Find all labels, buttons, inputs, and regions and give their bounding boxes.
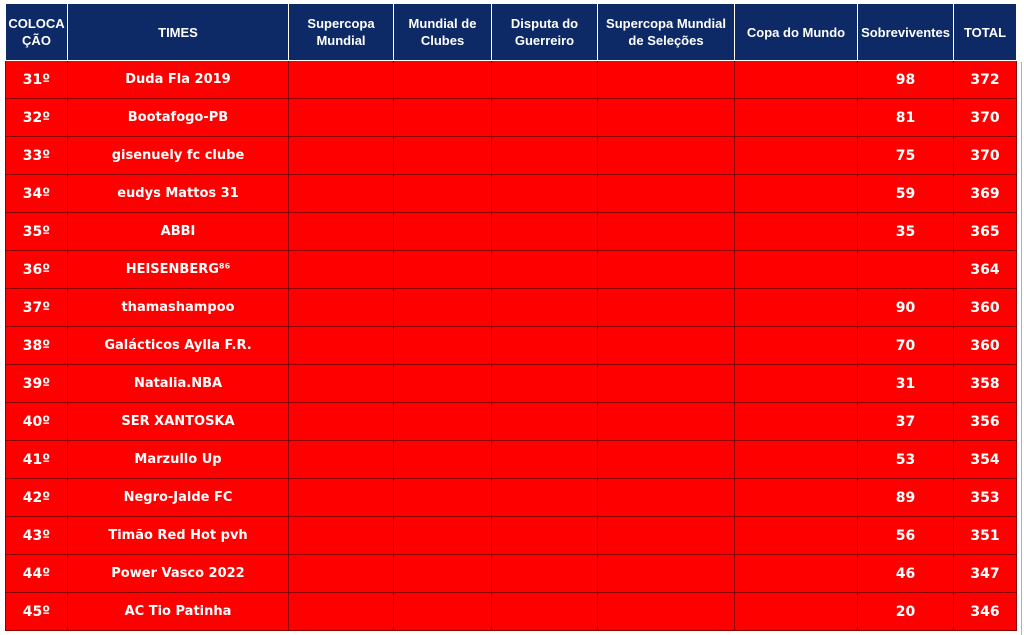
copa-do-mundo-cell	[735, 137, 858, 175]
team-name-cell: AC Tio Patinha	[68, 593, 289, 631]
supercopa-mundial-selecoes-cell	[598, 213, 735, 251]
total-cell: 354	[954, 441, 1017, 479]
team-name-cell: Marzullo Up	[68, 441, 289, 479]
header-copa-do-mundo: Copa do Mundo	[735, 4, 858, 61]
team-name-cell: ABBI	[68, 213, 289, 251]
sobreviventes-cell: 46	[858, 555, 954, 593]
total-cell: 365	[954, 213, 1017, 251]
team-name-cell: Power Vasco 2022	[68, 555, 289, 593]
supercopa-mundial-cell	[289, 61, 394, 99]
disputa-do-guerreiro-cell	[492, 289, 598, 327]
header-total: TOTAL	[954, 4, 1017, 61]
sobreviventes-cell: 98	[858, 61, 954, 99]
position-cell: 35º	[6, 213, 68, 251]
supercopa-mundial-cell	[289, 441, 394, 479]
copa-do-mundo-cell	[735, 593, 858, 631]
header-supercopa-mundial-selecoes: Supercopa Mundial de Seleções	[598, 4, 735, 61]
disputa-do-guerreiro-cell	[492, 99, 598, 137]
supercopa-mundial-selecoes-cell	[598, 403, 735, 441]
sobreviventes-cell: 53	[858, 441, 954, 479]
team-name-cell: Duda Fla 2019	[68, 61, 289, 99]
position-cell: 45º	[6, 593, 68, 631]
table-row	[6, 517, 1017, 555]
copa-do-mundo-cell	[735, 251, 858, 289]
copa-do-mundo-cell	[735, 175, 858, 213]
supercopa-mundial-cell	[289, 99, 394, 137]
table-row	[6, 61, 1017, 99]
header-position: COLOCA ÇÃO	[6, 4, 68, 61]
sobreviventes-cell: 56	[858, 517, 954, 555]
mundial-de-clubes-cell	[394, 403, 492, 441]
supercopa-mundial-cell	[289, 251, 394, 289]
position-cell: 36º	[6, 251, 68, 289]
mundial-de-clubes-cell	[394, 251, 492, 289]
position-cell: 31º	[6, 61, 68, 99]
team-name-cell: Galácticos Aylla F.R.	[68, 327, 289, 365]
position-cell: 39º	[6, 365, 68, 403]
table-row	[6, 593, 1017, 631]
disputa-do-guerreiro-cell	[492, 213, 598, 251]
position-cell: 33º	[6, 137, 68, 175]
total-cell: 360	[954, 289, 1017, 327]
mundial-de-clubes-cell	[394, 365, 492, 403]
team-name-cell: SER XANTOSKA	[68, 403, 289, 441]
copa-do-mundo-cell	[735, 517, 858, 555]
copa-do-mundo-cell	[735, 555, 858, 593]
table-row	[6, 441, 1017, 479]
disputa-do-guerreiro-cell	[492, 251, 598, 289]
sobreviventes-cell: 89	[858, 479, 954, 517]
disputa-do-guerreiro-cell	[492, 327, 598, 365]
sobreviventes-cell: 75	[858, 137, 954, 175]
position-cell: 32º	[6, 99, 68, 137]
supercopa-mundial-cell	[289, 479, 394, 517]
copa-do-mundo-cell	[735, 99, 858, 137]
position-cell: 42º	[6, 479, 68, 517]
total-cell: 370	[954, 137, 1017, 175]
mundial-de-clubes-cell	[394, 327, 492, 365]
sobreviventes-cell: 20	[858, 593, 954, 631]
table-row	[6, 175, 1017, 213]
supercopa-mundial-cell	[289, 365, 394, 403]
supercopa-mundial-cell	[289, 213, 394, 251]
disputa-do-guerreiro-cell	[492, 137, 598, 175]
mundial-de-clubes-cell	[394, 99, 492, 137]
disputa-do-guerreiro-cell	[492, 365, 598, 403]
table-row	[6, 251, 1017, 289]
header-mundial-de-clubes: Mundial de Clubes	[394, 4, 492, 61]
supercopa-mundial-cell	[289, 175, 394, 213]
supercopa-mundial-selecoes-cell	[598, 61, 735, 99]
disputa-do-guerreiro-cell	[492, 593, 598, 631]
copa-do-mundo-cell	[735, 327, 858, 365]
copa-do-mundo-cell	[735, 289, 858, 327]
sobreviventes-cell: 70	[858, 327, 954, 365]
supercopa-mundial-cell	[289, 593, 394, 631]
position-cell: 41º	[6, 441, 68, 479]
team-name-cell: HEISENBERG⁸⁶	[68, 251, 289, 289]
sobreviventes-cell	[858, 251, 954, 289]
mundial-de-clubes-cell	[394, 137, 492, 175]
supercopa-mundial-cell	[289, 137, 394, 175]
team-name-cell: Timão Red Hot pvh	[68, 517, 289, 555]
header-supercopa-mundial: Supercopa Mundial	[289, 4, 394, 61]
total-cell: 370	[954, 99, 1017, 137]
copa-do-mundo-cell	[735, 365, 858, 403]
team-name-cell: Negro-Jalde FC	[68, 479, 289, 517]
supercopa-mundial-cell	[289, 403, 394, 441]
position-cell: 34º	[6, 175, 68, 213]
supercopa-mundial-selecoes-cell	[598, 441, 735, 479]
mundial-de-clubes-cell	[394, 213, 492, 251]
team-name-cell: eudys Mattos 31	[68, 175, 289, 213]
position-cell: 38º	[6, 327, 68, 365]
mundial-de-clubes-cell	[394, 517, 492, 555]
disputa-do-guerreiro-cell	[492, 555, 598, 593]
table-row	[6, 365, 1017, 403]
table-row	[6, 479, 1017, 517]
disputa-do-guerreiro-cell	[492, 403, 598, 441]
position-cell: 43º	[6, 517, 68, 555]
header-teams: TIMES	[68, 4, 289, 61]
table-row	[6, 289, 1017, 327]
mundial-de-clubes-cell	[394, 593, 492, 631]
disputa-do-guerreiro-cell	[492, 517, 598, 555]
supercopa-mundial-selecoes-cell	[598, 365, 735, 403]
position-cell: 44º	[6, 555, 68, 593]
supercopa-mundial-cell	[289, 555, 394, 593]
disputa-do-guerreiro-cell	[492, 441, 598, 479]
disputa-do-guerreiro-cell	[492, 175, 598, 213]
header-disputa-do-guerreiro: Disputa do Guerreiro	[492, 4, 598, 61]
sobreviventes-cell: 90	[858, 289, 954, 327]
supercopa-mundial-selecoes-cell	[598, 99, 735, 137]
total-cell: 346	[954, 593, 1017, 631]
total-cell: 351	[954, 517, 1017, 555]
supercopa-mundial-selecoes-cell	[598, 251, 735, 289]
supercopa-mundial-selecoes-cell	[598, 327, 735, 365]
table-row	[6, 99, 1017, 137]
disputa-do-guerreiro-cell	[492, 61, 598, 99]
team-name-cell: thamashampoo	[68, 289, 289, 327]
copa-do-mundo-cell	[735, 61, 858, 99]
sobreviventes-cell: 35	[858, 213, 954, 251]
sheet-gridline	[1021, 62, 1022, 635]
position-cell: 37º	[6, 289, 68, 327]
supercopa-mundial-selecoes-cell	[598, 289, 735, 327]
ranking-table	[5, 3, 1017, 631]
sobreviventes-cell: 37	[858, 403, 954, 441]
total-cell: 347	[954, 555, 1017, 593]
table-row	[6, 137, 1017, 175]
team-name-cell: gisenuely fc clube	[68, 137, 289, 175]
position-cell: 40º	[6, 403, 68, 441]
supercopa-mundial-selecoes-cell	[598, 175, 735, 213]
team-name-cell: Bootafogo-PB	[68, 99, 289, 137]
supercopa-mundial-cell	[289, 517, 394, 555]
mundial-de-clubes-cell	[394, 289, 492, 327]
table-row	[6, 327, 1017, 365]
copa-do-mundo-cell	[735, 441, 858, 479]
mundial-de-clubes-cell	[394, 441, 492, 479]
disputa-do-guerreiro-cell	[492, 479, 598, 517]
supercopa-mundial-selecoes-cell	[598, 479, 735, 517]
supercopa-mundial-cell	[289, 289, 394, 327]
supercopa-mundial-cell	[289, 327, 394, 365]
mundial-de-clubes-cell	[394, 175, 492, 213]
total-cell: 353	[954, 479, 1017, 517]
copa-do-mundo-cell	[735, 213, 858, 251]
total-cell: 364	[954, 251, 1017, 289]
table-row	[6, 213, 1017, 251]
mundial-de-clubes-cell	[394, 479, 492, 517]
sobreviventes-cell: 81	[858, 99, 954, 137]
total-cell: 360	[954, 327, 1017, 365]
header-row	[6, 4, 1017, 61]
copa-do-mundo-cell	[735, 479, 858, 517]
supercopa-mundial-selecoes-cell	[598, 517, 735, 555]
table-row	[6, 403, 1017, 441]
header-sobreviventes: Sobreviventes	[858, 4, 954, 61]
mundial-de-clubes-cell	[394, 61, 492, 99]
supercopa-mundial-selecoes-cell	[598, 137, 735, 175]
copa-do-mundo-cell	[735, 403, 858, 441]
sobreviventes-cell: 31	[858, 365, 954, 403]
total-cell: 358	[954, 365, 1017, 403]
mundial-de-clubes-cell	[394, 555, 492, 593]
total-cell: 372	[954, 61, 1017, 99]
team-name-cell: Natalia.NBA	[68, 365, 289, 403]
sobreviventes-cell: 59	[858, 175, 954, 213]
supercopa-mundial-selecoes-cell	[598, 555, 735, 593]
supercopa-mundial-selecoes-cell	[598, 593, 735, 631]
table-row	[6, 555, 1017, 593]
total-cell: 356	[954, 403, 1017, 441]
total-cell: 369	[954, 175, 1017, 213]
